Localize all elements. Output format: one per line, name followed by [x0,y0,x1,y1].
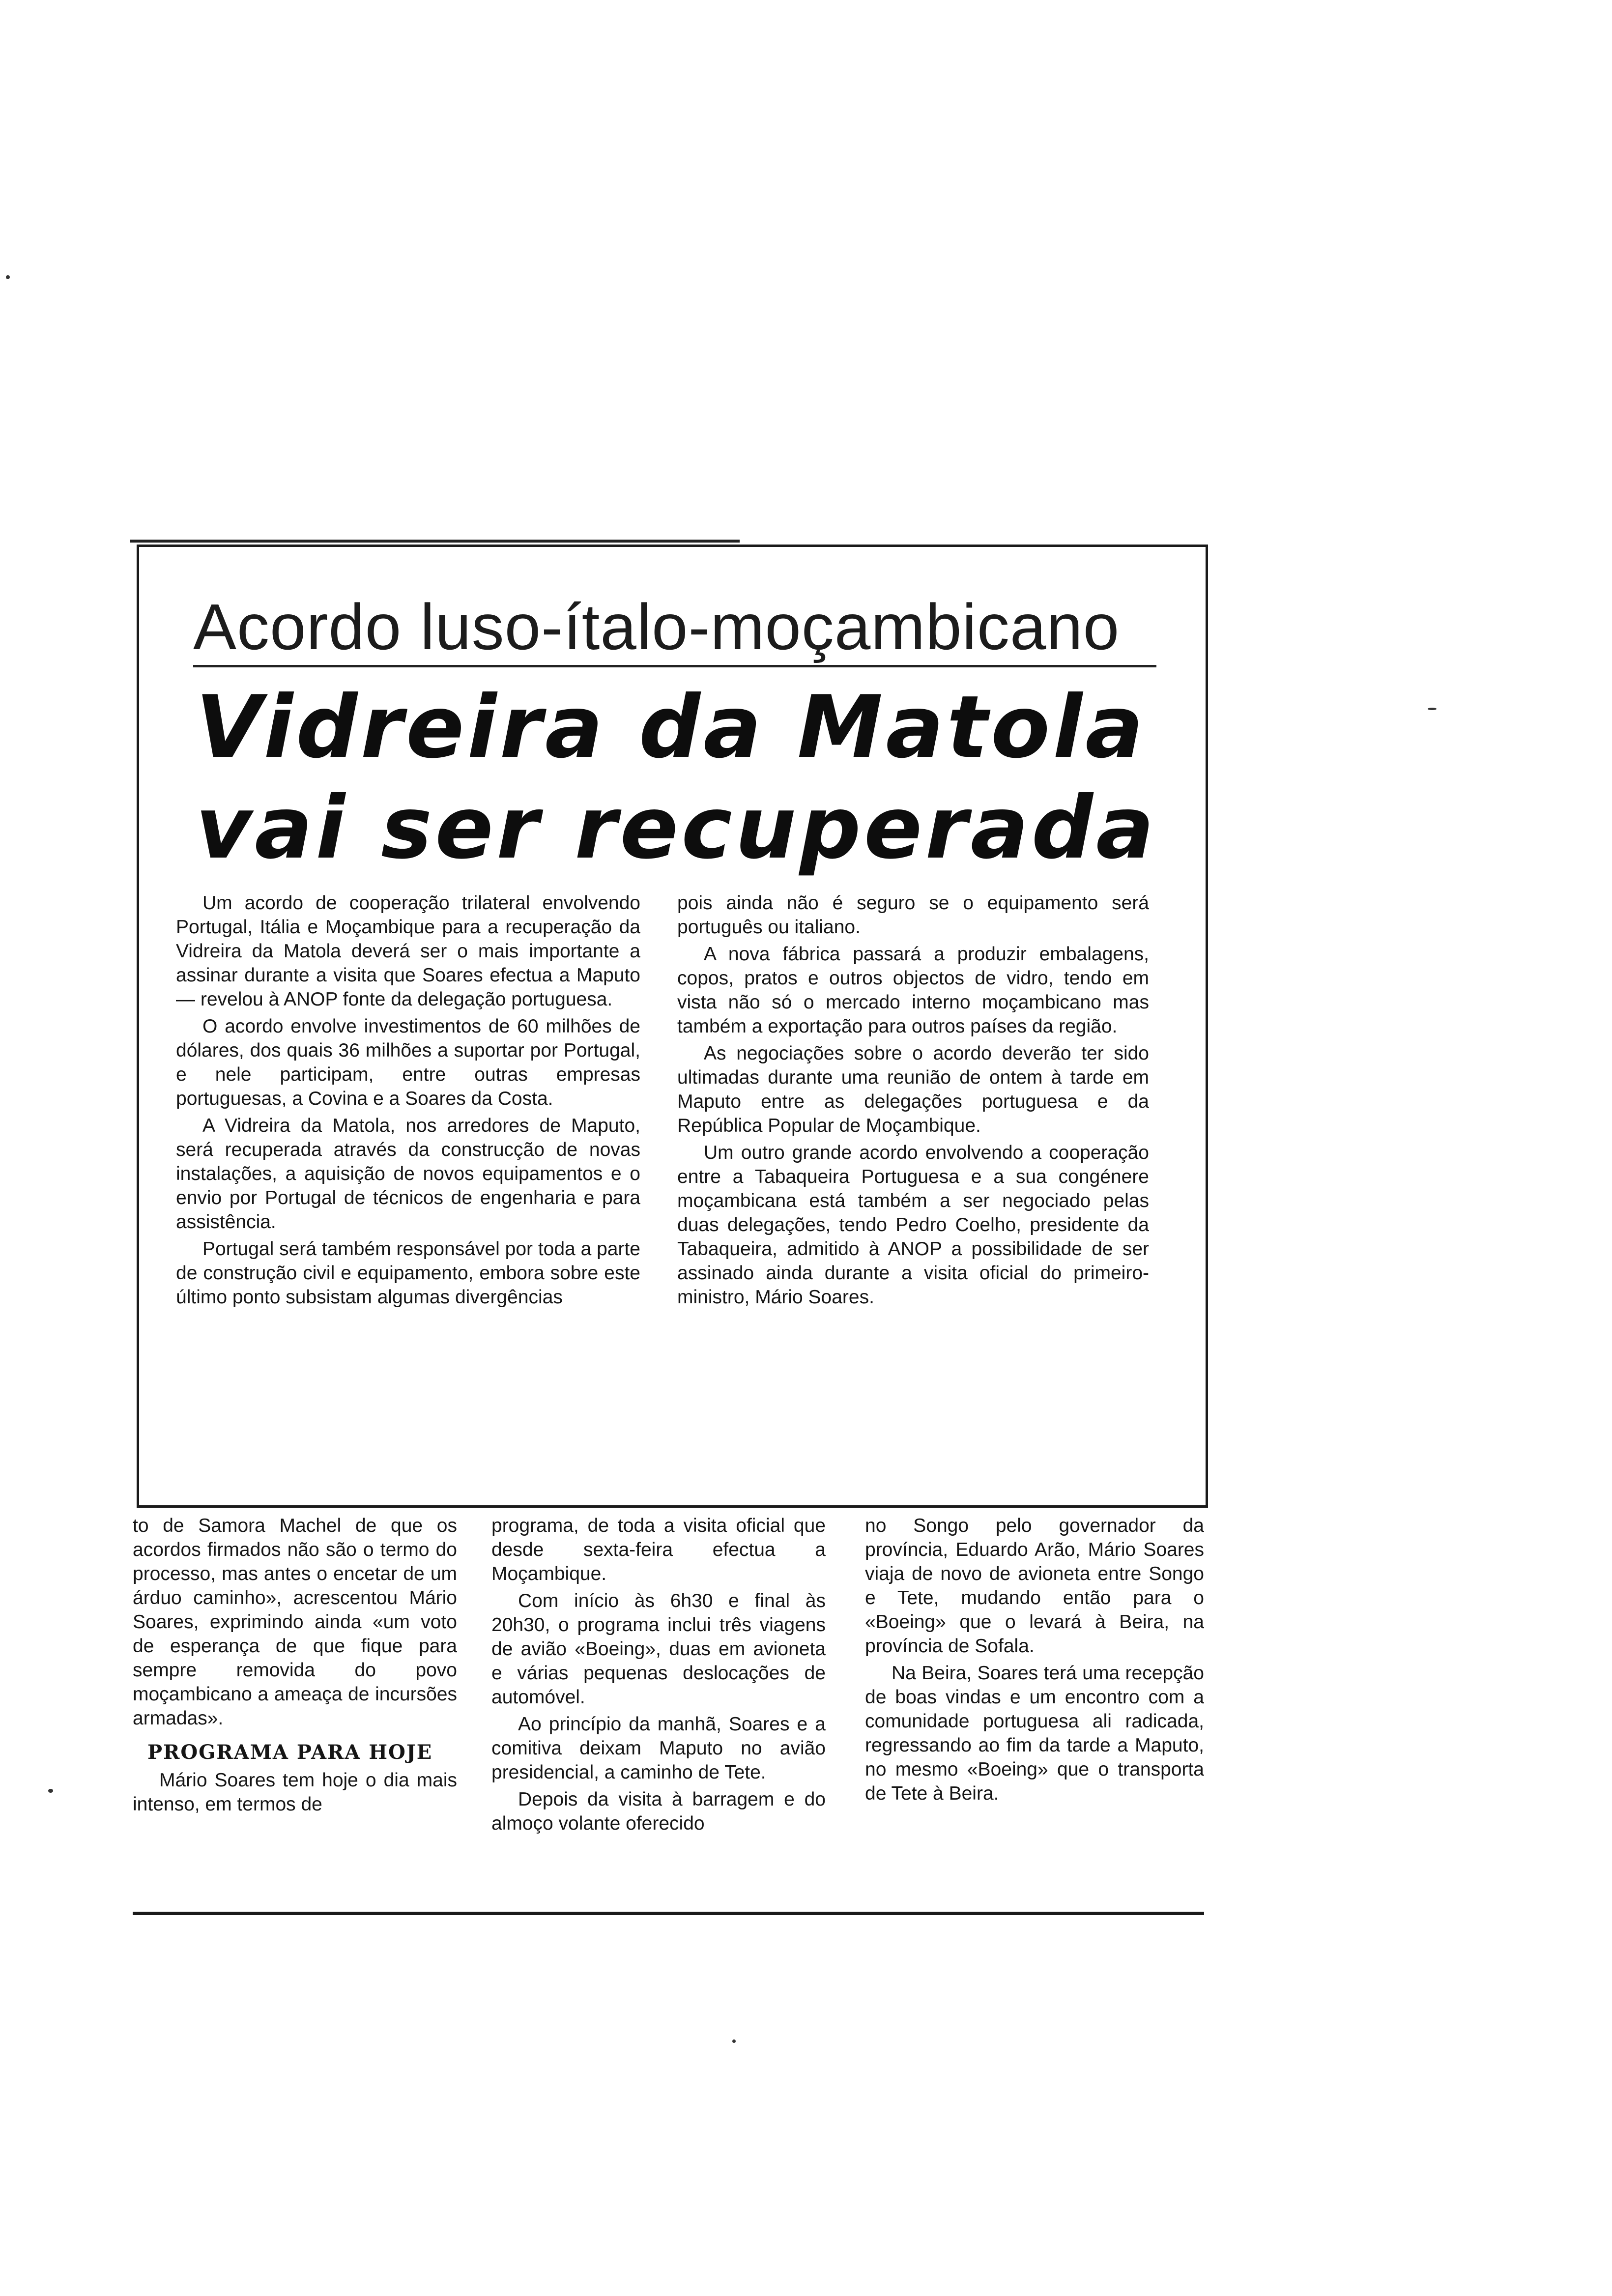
paragraph: A Vidreira da Matola, nos arredores de Maputo, será recuperada através da construcção de novas instalações, a aquisição de novos equipamentos e o envio por Portugal de técnicos de engenharia e para assistência. [176,1115,640,1233]
paragraph: Mário Soares tem hoje o dia mais intenso, em termos de [133,1770,457,1815]
stray-mark [48,1789,53,1793]
paragraph: As negociações sobre o acordo deverão ter sido ultimadas durante uma reunião de ontem à tarde em Maputo entre as delegações portuguesa e da República Popular de Moçambique. [677,1043,1149,1136]
headline-line-2: vai ser recuperada [196,778,1157,878]
paragraph: Na Beira, Soares terá uma recepção de boas vindas e um encontro com a comunidade portuguesa ali radicada, regressando ao fim da tarde a Maputo, no mesmo «Boeing» que o transporta de Tete à Beira. [865,1663,1204,1804]
paragraph: programa, de toda a visita oficial que desde sexta-feira efectua a Moçambique. [491,1515,826,1584]
lower-column-2 [491,1514,826,1838]
article-kicker: Acordo luso-ítalo-moçambicano [193,591,1120,663]
paragraph: to de Samora Machel de que os acordos firmados não são o termo do processo, mas antes o encetar de um árduo caminho», acrescentou Mário Soares, exprimindo ainda «um voto de esperança de que fique para sempre removida do povo moçambicano a ameaça de incursões armadas». [133,1515,457,1729]
stray-mark [1428,708,1437,710]
paragraph: Ao princípio da manhã, Soares e a comitiva deixam Maputo no avião presidencial, a caminho de Tete. [491,1714,826,1783]
section-subhead: PROGRAMA PARA HOJE [147,1741,433,1764]
stray-mark [732,2039,736,2043]
paragraph: Portugal será também responsável por toda a parte de construção civil e equipamento, embora sobre este último ponto subsistam algumas divergências [176,1238,641,1308]
kicker-rule [193,665,1156,667]
stray-mark [6,275,10,279]
paragraph: Um outro grande acordo envolvendo a cooperação entre a Tabaqueira Portuguesa e a sua congénere moçambicana está também a ser negociado pelas duas delegações, tendo Pedro Coelho, presidente da Tabaqueira, admitido à ANOP a possibilidade de ser assinado ainda durante a visita oficial do primeiro-ministro, Mário Soares. [677,1142,1149,1308]
boxed-article [137,545,1208,1508]
bottom-rule [133,1912,1204,1915]
lower-column-1 [133,1514,457,1819]
paragraph: Depois da visita à barragem e do almoço volante oferecido [491,1789,826,1834]
paragraph: pois ainda não é seguro se o equipamento será português ou italiano. [677,892,1149,938]
newspaper-clipping [133,531,1204,1931]
article-headline [196,677,1179,879]
lower-column-3 [865,1514,1204,1808]
paragraph: Com início às 6h30 e final às 20h30, o programa inclui três viagens de avião «Boeing», duas em avioneta e várias pequenas deslocações de automóvel. [491,1590,826,1708]
boxed-column-1 [176,891,640,1312]
boxed-column-2 [677,891,1149,1312]
paragraph: no Songo pelo governador da província, Eduardo Arão, Mário Soares viaja de novo de avioneta entre Songo e Tete, mudando então para o «Boeing» que o levará à Beira, na província de Sofala. [865,1515,1204,1657]
headline-line-1: Vidreira da Matola [196,678,1147,777]
paragraph: Um acordo de cooperação trilateral envolvendo Portugal, Itália e Moçambique para a recuperação da Vidreira da Matola deverá ser o mais importante a assinar durante a visita que Soares efectua a Maputo — revelou à ANOP fonte da delegação portuguesa. [176,892,640,1010]
paragraph: O acordo envolve investimentos de 60 milhões de dólares, dos quais 36 milhões a suportar por Portugal, e nele participam, entre outras empresas portuguesas, a Covina e a Soares da Costa. [176,1016,640,1109]
paragraph: A nova fábrica passará a produzir embalagens, copos, pratos e outros objectos de vidro, tendo em vista não só o mercado interno moçambicano mas também a exportação para outros países da região. [677,944,1149,1037]
